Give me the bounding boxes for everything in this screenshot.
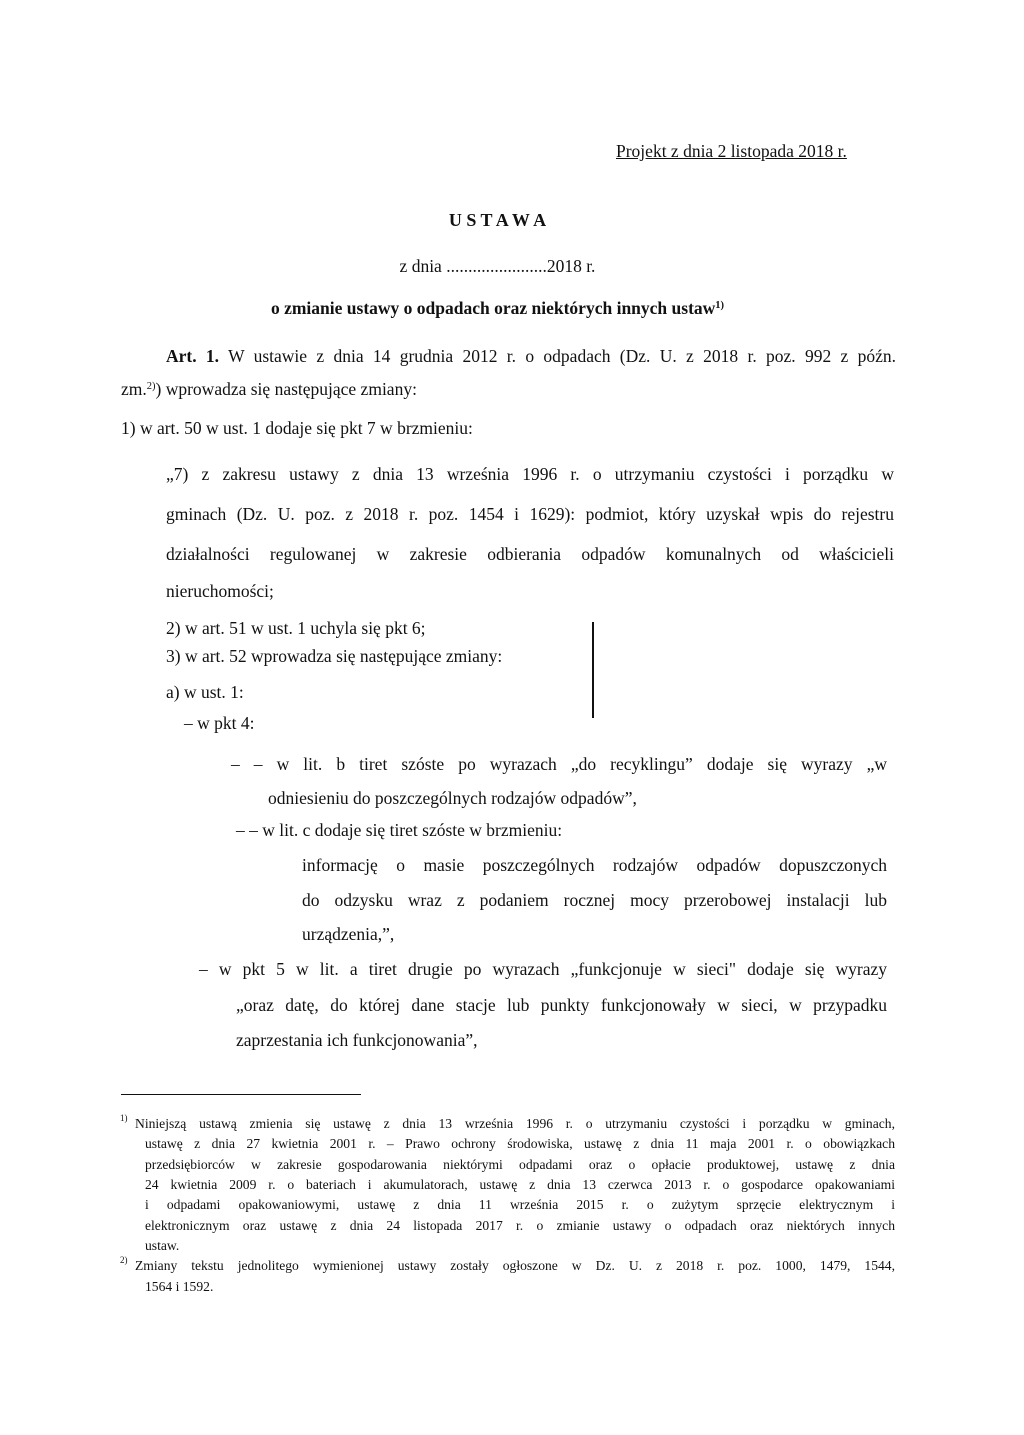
lit-c-quote-line2: do odzysku wraz z podaniem rocznej mocy przerobowej instalacji lub (302, 890, 887, 910)
item-3a: a) w ust. 1: (166, 682, 244, 702)
footnote-1-mark: 1) (120, 1113, 128, 1123)
art1-line1 (166, 346, 896, 367)
footnote-1-line1: Niniejszą ustawą zmienia się ustawę z dnia 13 września 1996 r. o utrzymaniu czystości i porządku w gminach, (135, 1116, 895, 1131)
item-1-quote-line2: gminach (Dz. U. poz. z 2018 r. poz. 1454 i 1629): podmiot, który uzyskał wpis do rejestru (166, 504, 894, 524)
pkt5-line2: „oraz datę, do której dane stacje lub punkty funkcjonowały w sieci, w przypadku (236, 995, 887, 1015)
footnote-1-line5: i odpadami opakowaniowymi, ustawę z dnia 11 września 2015 r. o zużytym sprzęcie elektrycznym i (145, 1197, 895, 1212)
art1-intro: W ustawie z dnia 14 grudnia 2012 r. o odpadach (Dz. U. z 2018 r. poz. 992 z późn. (228, 346, 897, 366)
lit-b-line2: odniesieniu do poszczególnych rodzajów odpadów”, (268, 788, 637, 808)
lit-c-quote-line3: urządzenia,”, (302, 924, 395, 944)
act-subject (0, 298, 995, 319)
art1-line2 (121, 379, 417, 400)
footnote-1-line7: ustaw. (145, 1238, 180, 1253)
footnote-ref-2: 2) (146, 381, 156, 393)
footnote-separator (121, 1094, 361, 1095)
lit-c-quote-line1: informację o masie poszczególnych rodzajów odpadów dopuszczonych (302, 855, 887, 875)
art1-intro-cont: ) wprowadza się następujące zmiany: (155, 379, 417, 399)
footnote-1-line2: ustawę z dnia 27 kwietnia 2001 r. – Prawo ochrony środowiska, ustawę z dnia 11 maja 2001 r. o obowiązkach (145, 1136, 895, 1151)
lit-c: – – w lit. c dodaje się tiret szóste w brzmieniu: (236, 820, 563, 840)
item-3a-pkt4: – w pkt 4: (184, 713, 255, 733)
footnote-1-line6: elektronicznym oraz ustawę z dnia 24 listopada 2017 r. o zmianie ustawy o odpadach oraz niektórych innych (145, 1218, 895, 1233)
item-1-quote-line4: nieruchomości; (166, 581, 274, 601)
act-title: U S T A W A (448, 210, 547, 230)
footnote-ref-1: 1) (715, 300, 725, 312)
item-1-quote-line3: działalności regulowanej w zakresie odbierania odpadów komunalnych od właścicieli (166, 544, 894, 564)
item-1-quote-line1: „7) z zakresu ustawy z dnia 13 września 1996 r. o utrzymaniu czystości i porządku w (166, 464, 894, 484)
item-1: 1) w art. 50 w ust. 1 dodaje się pkt 7 w brzmieniu: (121, 418, 473, 438)
footnote-1-line3: przedsiębiorców w zakresie gospodarowania niektórymi odpadami oraz o opłacie produktowej, ustawę z dnia (145, 1157, 895, 1172)
footnote-2-mark: 2) (120, 1255, 128, 1265)
project-date-header: Projekt z dnia 2 listopada 2018 r. (616, 141, 847, 161)
art1-label: Art. 1. (166, 346, 220, 366)
item-3: 3) w art. 52 wprowadza się następujące zmiany: (166, 646, 503, 666)
pkt5-line3: zaprzestania ich funkcjonowania”, (236, 1030, 478, 1050)
item-2: 2) w art. 51 w ust. 1 uchyla się pkt 6; (166, 618, 426, 638)
margin-change-bar (592, 622, 594, 718)
lit-b-line1: – – w lit. b tiret szóste po wyrazach „do recyklingu” dodaje się wyrazy „w (231, 754, 887, 774)
footnote-2-line2: 1564 i 1592. (145, 1279, 214, 1294)
footnote-2-line1: Zmiany tekstu jednolitego wymienionej ustawy zostały ogłoszone w Dz. U. z 2018 r. poz. 1000, 1479, 1544, (135, 1258, 895, 1273)
footnote-1-line4: 24 kwietnia 2009 r. o bateriach i akumulatorach, ustawę z dnia 13 czerwca 2013 r. o gospodarce opakowaniami (145, 1177, 895, 1192)
art1-zm: zm. (121, 379, 147, 399)
act-subject-text: o zmianie ustawy o odpadach oraz niektórych innych ustaw (270, 298, 716, 318)
act-date-line: z dnia .......................2018 r. (399, 256, 596, 276)
pkt5-line1: – w pkt 5 w lit. a tiret drugie po wyrazach „funkcjonuje w sieci" dodaje się wyrazy (199, 959, 887, 979)
